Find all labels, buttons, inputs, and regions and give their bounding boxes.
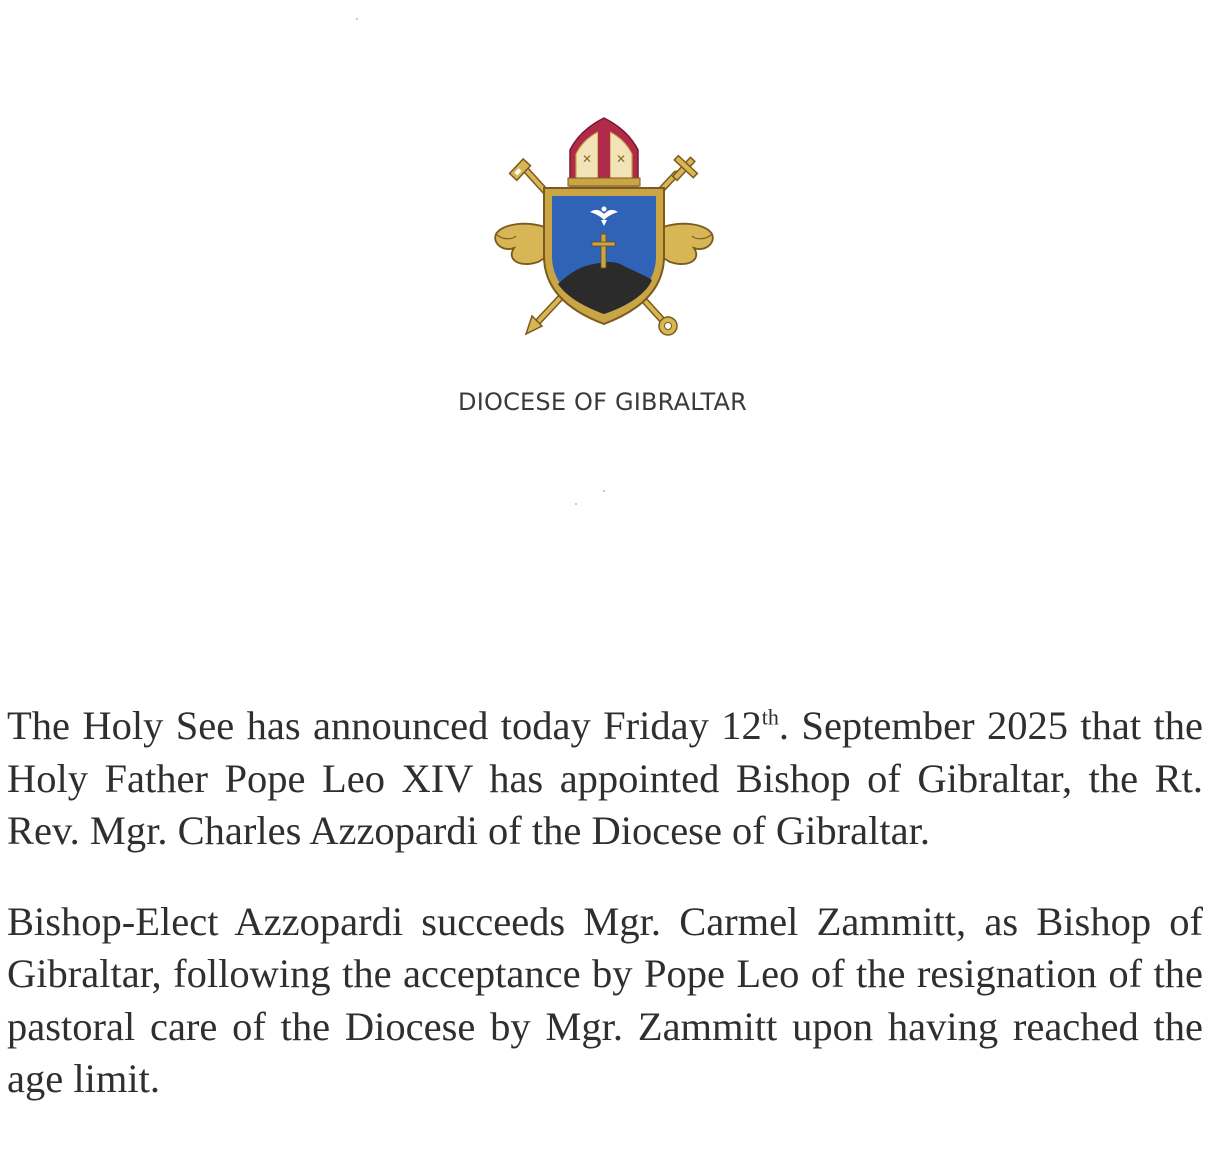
ordinal-suffix: th [761, 704, 779, 730]
announcement-body [7, 700, 1203, 1106]
svg-text:✕: ✕ [581, 152, 593, 166]
paragraph-1-tail: . September 2025 that the Holy Father Pope Leo XIV has appointed Bishop of Gibraltar, the Rt. Rev. Mgr. Charles Azzopardi of the Diocese of Gibraltar. [7, 703, 1203, 853]
svg-text:✕: ✕ [615, 152, 627, 166]
paragraph-1-lead: The Holy See has announced today Friday 12 [7, 703, 762, 748]
announcement-paragraph-1 [7, 700, 1203, 858]
scan-speck [356, 18, 358, 20]
organization-name: DIOCESE OF GIBRALTAR [458, 388, 747, 416]
diocese-coat-of-arms-icon [486, 116, 722, 344]
mitre [568, 118, 640, 186]
scan-speck [575, 503, 577, 505]
scan-speck [603, 490, 605, 492]
announcement-paragraph-2: Bishop-Elect Azzopardi succeeds Mgr. Carmel Zammitt, as Bishop of Gibraltar, following the acceptance by Pope Leo of the resignation of the pastoral care of the Diocese by Mgr. Zammitt upon having reached the age limit. [7, 898, 1203, 1101]
